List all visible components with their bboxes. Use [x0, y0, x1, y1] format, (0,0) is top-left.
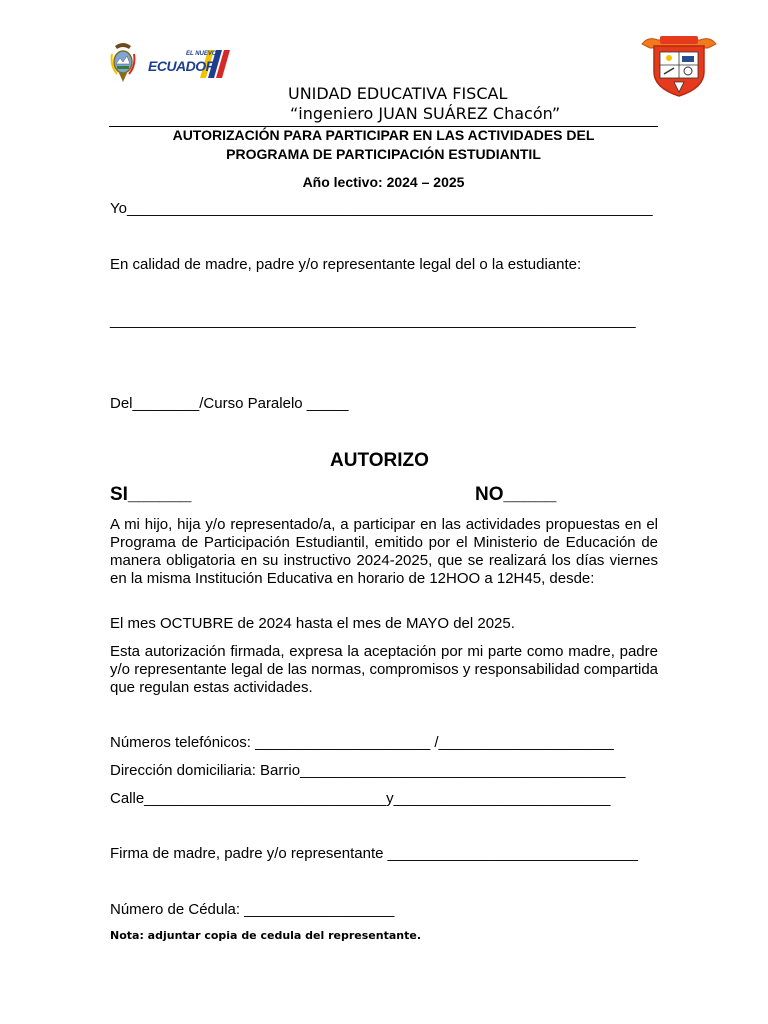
- street-field[interactable]: Calle_____________________________y__________________________: [110, 790, 611, 807]
- si-option[interactable]: SI______: [110, 484, 192, 505]
- school-year: Año lectivo: 2024 – 2025: [302, 174, 465, 190]
- authorization-paragraph-2: El mes OCTUBRE de 2024 hasta el mes de MAYO del 2025.: [110, 615, 515, 632]
- student-name-field[interactable]: _______________________________________________________________: [110, 312, 636, 329]
- note-text: Nota: adjuntar copia de cedula del representante.: [110, 929, 422, 942]
- coat-of-arms-icon: [109, 42, 137, 84]
- address-field[interactable]: Dirección domiciliaria: Barrio_______________________________________: [110, 762, 626, 779]
- phone-numbers-field[interactable]: Números telefónicos: _____________________ /_____________________: [110, 734, 614, 751]
- signature-field[interactable]: Firma de madre, padre y/o representante ______________________________: [110, 845, 638, 862]
- school-crest-icon: [638, 32, 720, 98]
- school-subname: “ingeniero JUAN SUÁREZ Chacón”: [290, 104, 561, 123]
- ecuador-logo-text: ECUADOR: [148, 58, 216, 74]
- autorizo-heading: AUTORIZO: [330, 450, 429, 471]
- yo-field[interactable]: Yo_______________________________________________________________: [110, 200, 653, 217]
- document-title-line1: AUTORIZACIÓN PARA PARTICIPAR EN LAS ACTIVIDADES DEL: [172, 127, 595, 143]
- school-name: UNIDAD EDUCATIVA FISCAL: [288, 84, 508, 103]
- ecuador-logo-small-text: EL NUEVO: [186, 51, 217, 57]
- document-title-line2: PROGRAMA DE PARTICIPACIÓN ESTUDIANTIL: [226, 146, 541, 162]
- curso-paralelo-field[interactable]: Del________/Curso Paralelo _____: [110, 395, 349, 412]
- id-number-field[interactable]: Número de Cédula: __________________: [110, 901, 395, 918]
- calidad-label: En calidad de madre, padre y/o representante legal del o la estudiante:: [110, 256, 582, 273]
- authorization-paragraph-3: Esta autorización firmada, expresa la aceptación por mi parte como madre, padre y/o representante legal de las normas, compromisos y responsabilidad compartida que regulan estas actividades.: [110, 643, 658, 696]
- authorization-paragraph-1: A mi hijo, hija y/o representado/a, a participar en las actividades propuestas en el Programa de Participación Estudiantil, emitido por el Ministerio de Educación de manera obligatoria en su instructivo 2024-2025, que se realizará los días viernes en la misma Institución Educativa en horario de 12HOO a 12H45, desde:: [110, 516, 658, 587]
- no-option[interactable]: NO_____: [475, 484, 557, 505]
